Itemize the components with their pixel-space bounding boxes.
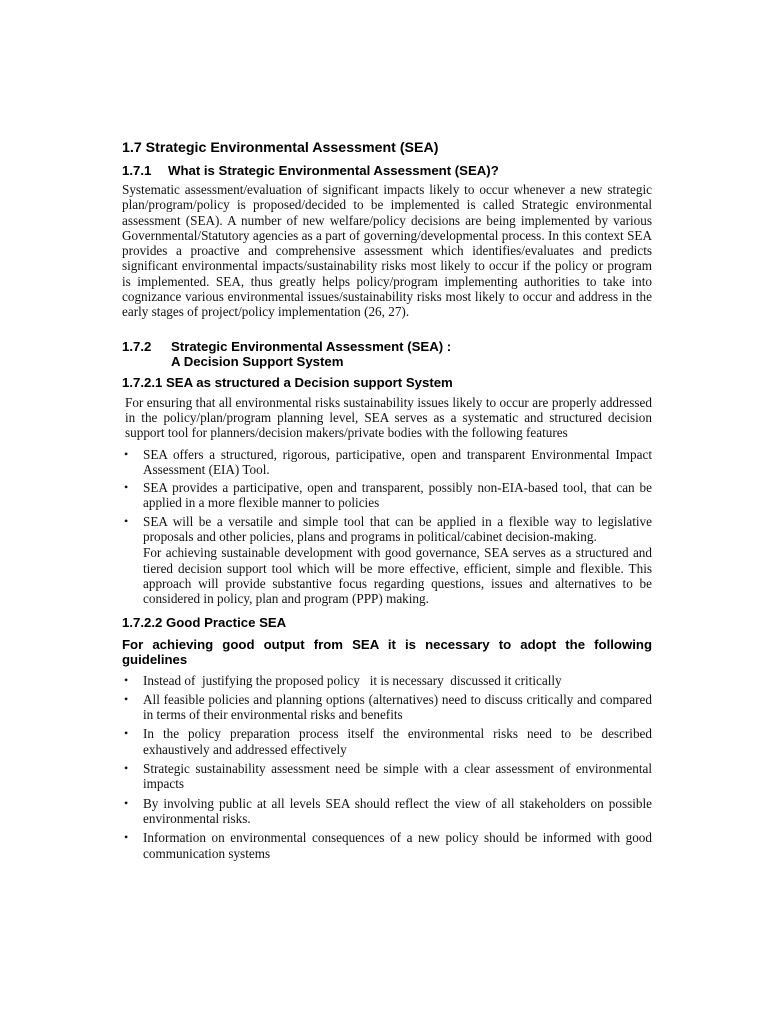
list-item (122, 830, 652, 861)
list-item (122, 761, 652, 792)
list-item-text: SEA offers a structured, rigorous, participative, open and transparent Environmental Impact Assessment (EIA) Tool. (143, 446, 652, 477)
list-item (122, 796, 652, 827)
list-item (122, 673, 652, 688)
list-item-text: SEA provides a participative, open and transparent, possibly non-EIA-based tool, that can be applied in a more flexible manner to policies (143, 480, 652, 511)
section-number: 1.7.2 (122, 338, 152, 354)
section-1-7-1-paragraph: Systematic assessment/evaluation of significant impacts likely to occur whenever a new strategic plan/program/policy is proposed/decided to be implemented is called Strategic environmental assessment (SEA). A number of new welfare/policy decisions are being implemented by various Governmental/Statutory agencies as a part of governing/developmental process. In this context SEA provides a proactive and comprehensive assessment which identifies/evaluates and predicts significant environmental impacts/sustainability risks most likely to occur if the policy or program is implemented. SEA, thus greatly helps policy/program implementing authorities to take into cognizance various environmental issues/sustainability risks most likely to occur and address in the early stages of project/policy implementation (26, 27). (122, 182, 652, 320)
list-item (122, 514, 652, 545)
list-item (122, 480, 652, 511)
list-item-text: By involving public at all levels SEA should reflect the view of all stakeholders on possible environmental risks. (143, 795, 652, 826)
list-item-text: Strategic sustainability assessment need be simple with a clear assessment of environmental impacts (143, 761, 652, 792)
section-1-7-heading: 1.7 Strategic Environmental Assessment (SEA) (122, 140, 439, 156)
list-item-text: SEA will be a versatile and simple tool that can be applied in a flexible way to legislative proposals and other policies, plans and programs in political/cabinet decision-making. (143, 513, 652, 545)
section-number: 1.7.1 (122, 163, 152, 178)
section-title-line-1: Strategic Environmental Assessment (SEA) : (171, 338, 452, 354)
section-title-line-2: A Decision Support System (171, 354, 344, 370)
guidelines-bullet-list (122, 673, 652, 861)
bullet-icon: • (124, 726, 129, 741)
section-1-7-2-2-heading: 1.7.2.2 Good Practice SEA (122, 614, 287, 630)
bullet-icon: • (124, 480, 129, 495)
bullet-icon: • (124, 761, 129, 776)
section-1-7-2-1-follow-paragraph (143, 545, 652, 606)
list-item (122, 447, 652, 478)
bullet-icon: • (124, 446, 129, 461)
list-item-text: In the policy preparation process itself the environmental risks need to be described exhaustively and addressed effectively (143, 726, 652, 757)
features-bullet-list (122, 447, 652, 545)
bullet-icon: • (124, 795, 129, 810)
guidelines-intro: For achieving good output from SEA it is necessary to adopt the following guidelines (122, 636, 652, 668)
list-item-text: All feasible policies and planning options (alternatives) need to discuss critically and compared in terms of their environmental risks and benefits (143, 691, 652, 723)
follow-paragraph-text: For achieving sustainable development with good governance, SEA serves as a structured and tiered decision support tool which will be more effective, efficient, simple and flexible. This approach will provide substantive focus regarding questions, issues and alternatives to be considered in policy, plan and program (PPP) making. (143, 545, 652, 607)
bullet-icon: • (124, 691, 129, 706)
section-1-7-1-heading (122, 163, 652, 179)
section-1-7-2-1-paragraph: For ensuring that all environmental risks sustainability issues likely to occur are properly addressed in the policy/plan/program planning level, SEA serves as a systematic and structured decision support tool for planners/decision makers/private bodies with the following features (125, 394, 652, 441)
bullet-icon: • (124, 830, 129, 845)
list-item-text: Information on environmental consequences of a new policy should be informed with good communication systems (143, 830, 652, 861)
section-1-7-2-heading (122, 339, 652, 370)
document-page (122, 139, 652, 865)
list-item (122, 726, 652, 757)
section-1-7-2-1-heading: 1.7.2.1 SEA as structured a Decision support System (122, 374, 453, 390)
bullet-icon: • (124, 513, 129, 528)
bullet-icon: • (124, 672, 129, 687)
list-item (122, 692, 652, 723)
section-title: What is Strategic Environmental Assessment (SEA)? (168, 163, 499, 178)
list-item-text: Instead of justifying the proposed policy it is necessary discussed it critically (143, 672, 562, 688)
